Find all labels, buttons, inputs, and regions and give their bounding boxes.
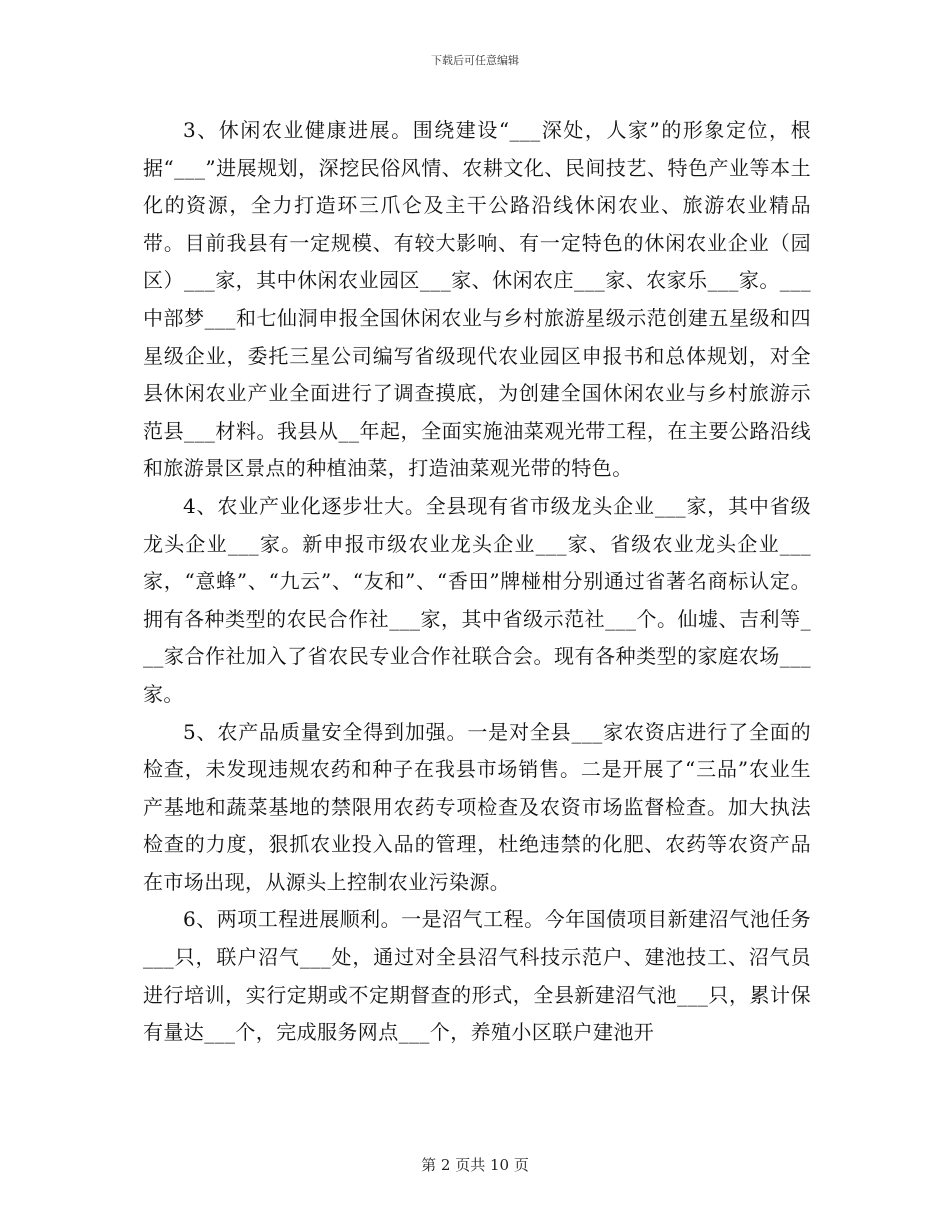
paragraph-two-projects: 6、两项工程进展顺利。一是沼气工程。今年国债项目新建沼气池任务___只，联户沼气___处，通过对全县沼气科技示范户、建池技工、沼气员进行培训，实行定期或不定期督查的形式，全县新建沼气池___只，累计保有量达___个，完成服务网点___个，养殖小区联户建池开 xyxy=(143,907,811,1045)
paragraph-leisure-agriculture: 3、休闲农业健康进展。围绕建设“___深处，人家”的形象定位，根据“___”进展规划，深挖民俗风情、农耕文化、民间技艺、特色产业等本土化的资源，全力打造环三爪仑及主干公路沿线休闲农业、旅游农业精品带。目前我县有一定规模、有较大影响、有一定特色的休闲农业企业（园区）___家，其中休闲农业园区___家、休闲农庄___家、农家乐___家。___中部梦___和七仙洞申报全国休闲农业与乡村旅游星级示范创建五星级和四星级企业，委托三星公司编写省级现代农业园区申报书和总体规划，对全县休闲农业产业全面进行了调查摸底，为创建全国休闲农业与乡村旅游示范县___材料。我县从__年起，全面实施油菜观光带工程，在主要公路沿线和旅游景区景点的种植油菜，打造油菜观光带的特色。 xyxy=(143,118,811,481)
page-number-footer: 第 2 页共 10 页 xyxy=(421,1156,529,1174)
page-header: 下载后可任意编辑 xyxy=(431,54,519,67)
paragraph-industrialization: 4、农业产业化逐步壮大。全县现有省市级龙头企业___家，其中省级龙头企业___家。新申报市级农业龙头企业___家、省级农业龙头企业___家，“意蜂”、“九云”、“友和”、“香田”牌椪柑分别通过省著名商标认定。拥有各种类型的农民合作社___家，其中省级示范社___个。仙墟、吉利等___家合作社加入了省农民专业合作社联合会。现有各种类型的家庭农场___家。 xyxy=(143,493,811,706)
paragraph-quality-safety: 5、农产品质量安全得到加强。一是对全县___家农资店进行了全面的检查，未发现违规农药和种子在我县市场销售。二是开展了“三品”农业生产基地和蔬菜基地的禁限用农药专项检查及农资市场监督检查。加大执法检查的力度，狠抓农业投入品的管理，杜绝违禁的化肥、农药等农资产品在市场出现，从源头上控制农业污染源。 xyxy=(143,719,811,894)
document-body xyxy=(143,112,811,1052)
